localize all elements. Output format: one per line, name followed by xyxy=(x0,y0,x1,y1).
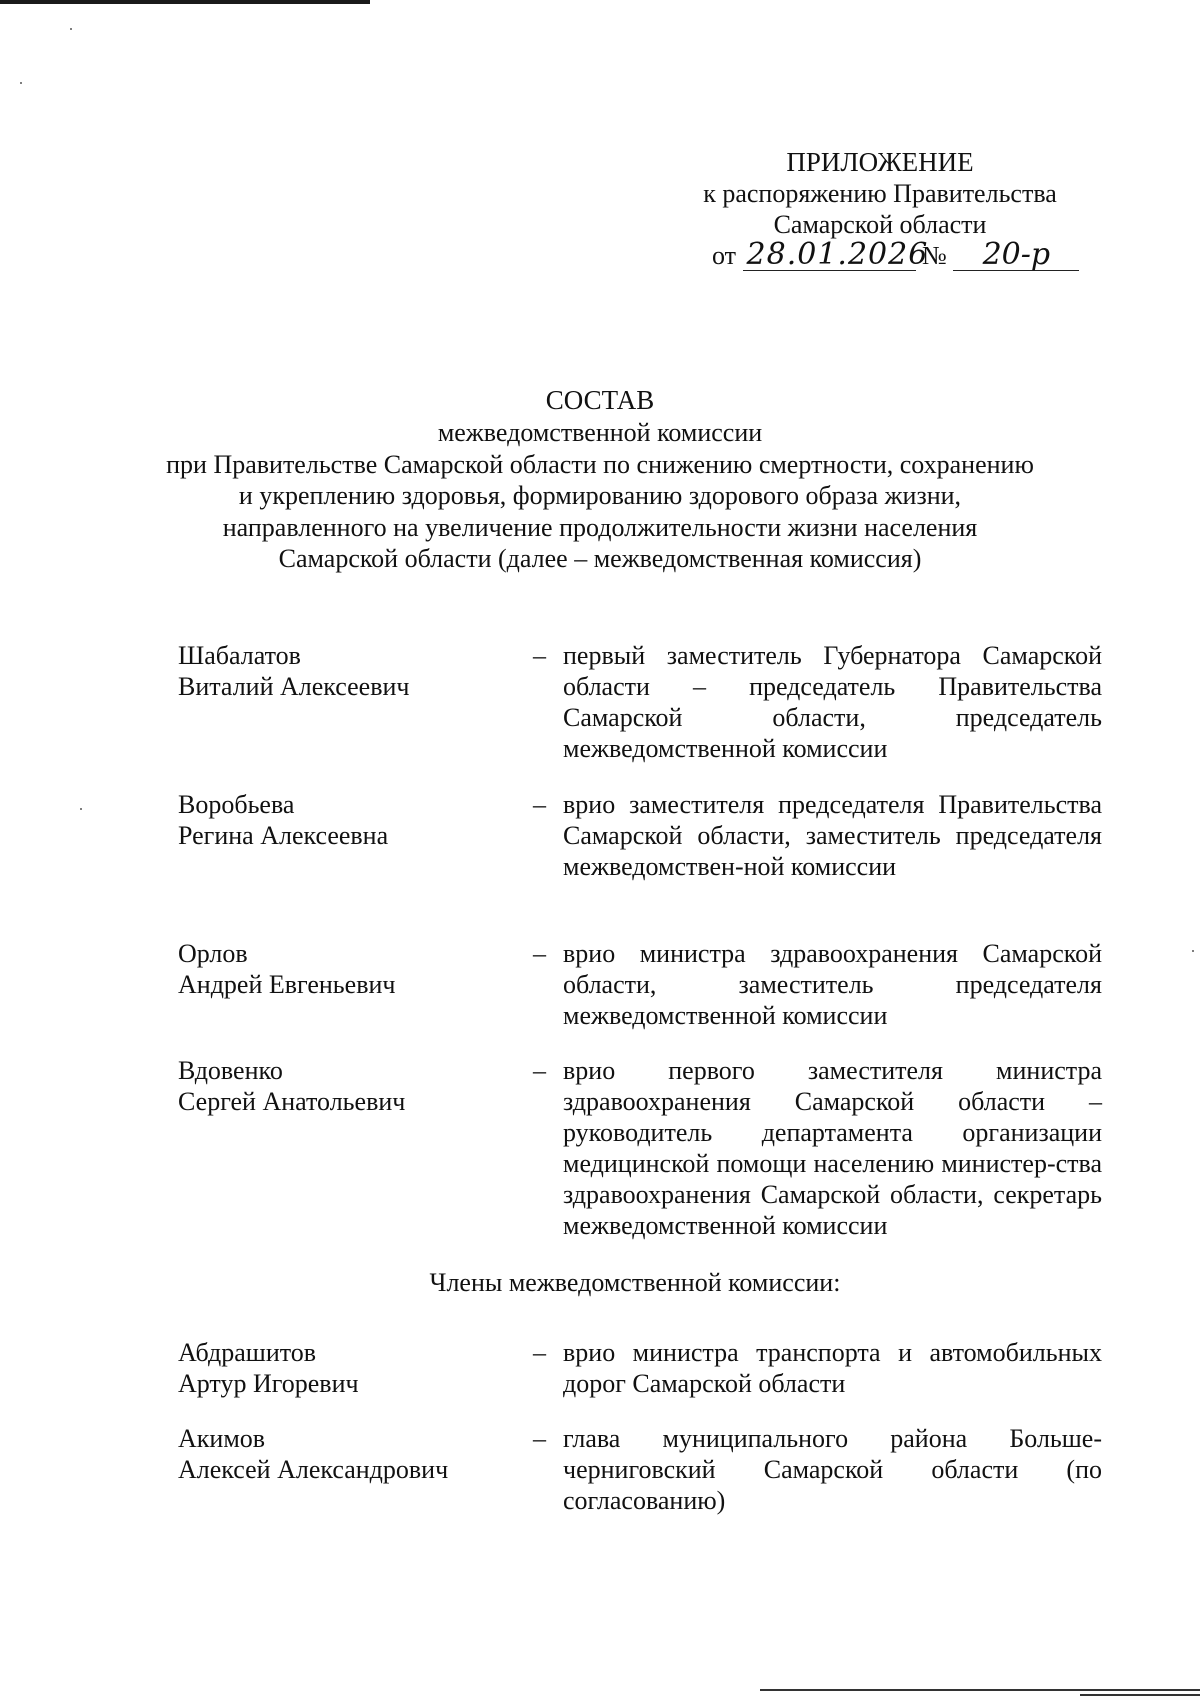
heading-line: Самарской области (далее – межведомственная комиссия) xyxy=(278,544,922,573)
member-row xyxy=(178,938,1102,1055)
member-row xyxy=(178,1423,1102,1516)
appendix-block xyxy=(650,147,1110,271)
appendix-line: к распоряжению Правительства xyxy=(703,179,1057,208)
member-name xyxy=(178,1055,533,1117)
document-heading xyxy=(140,383,1060,575)
member-role: врио министра здравоохранения Самарской области, заместитель председателя межведомственной комиссии xyxy=(563,939,1102,1030)
scan-edge-top xyxy=(0,0,370,4)
member-given-name: Сергей Анатольевич xyxy=(178,1087,406,1116)
member-role: врио первого заместителя министра здравоохранения Самарской области – руководитель департамента организации медицинской помощи населению министер-ства здравоохранения Самарской области, секретарь межведомственной комиссии xyxy=(563,1056,1102,1240)
handwritten-date: 28.01.2026 xyxy=(743,240,916,271)
scan-speck xyxy=(20,82,22,84)
dash: – xyxy=(533,1056,546,1085)
heading-line: при Правительстве Самарской области по снижению смертности, сохранению xyxy=(166,449,1034,479)
commission-composition xyxy=(178,640,1102,1516)
scan-edge-bottom xyxy=(1080,1694,1200,1696)
member-given-name: Виталий Алексеевич xyxy=(178,672,410,701)
member-surname: Шабалатов xyxy=(178,641,301,670)
member-given-name: Андрей Евгеньевич xyxy=(178,970,396,999)
dash: – xyxy=(533,790,546,819)
dash: – xyxy=(533,939,546,968)
scan-speck xyxy=(1192,950,1194,952)
member-surname: Воробьева xyxy=(178,790,295,819)
document-title: СОСТАВ xyxy=(545,385,655,415)
member-surname: Орлов xyxy=(178,939,248,968)
member-given-name: Алексей Александрович xyxy=(178,1455,449,1484)
members-subheading: Члены межведомственной комиссии: xyxy=(429,1268,841,1297)
dash: – xyxy=(533,1338,546,1367)
heading-line: направленного на увеличение продолжительности жизни населения xyxy=(222,512,978,542)
appendix-title: ПРИЛОЖЕНИЕ xyxy=(786,147,974,177)
member-name xyxy=(178,789,533,851)
member-surname: Акимов xyxy=(178,1424,266,1453)
member-name xyxy=(178,1337,533,1399)
dash: – xyxy=(533,641,546,670)
member-row xyxy=(178,789,1102,938)
member-given-name: Регина Алексеевна xyxy=(178,821,389,850)
member-surname: Абдрашитов xyxy=(178,1338,317,1367)
member-surname: Вдовенко xyxy=(178,1056,283,1085)
appendix-line: Самарской области xyxy=(773,210,987,239)
member-role: врио министра транспорта и автомобильных дорог Самарской области xyxy=(563,1338,1102,1398)
number-sign: № xyxy=(922,241,947,270)
member-row xyxy=(178,1055,1102,1267)
scan-speck xyxy=(70,28,72,30)
member-given-name: Артур Игоревич xyxy=(178,1369,359,1398)
member-name xyxy=(178,938,533,1000)
scan-edge-bottom xyxy=(760,1689,1200,1691)
date-prefix: от xyxy=(712,241,737,270)
member-row xyxy=(178,1337,1102,1423)
appendix-date-line xyxy=(650,237,1110,272)
member-role: первый заместитель Губернатора Самарской области – председатель Правительства Самарской области, председатель межведомственной комиссии xyxy=(563,641,1102,763)
member-role: врио заместителя председателя Правительства Самарской области, заместитель председателя межведомствен-ной комиссии xyxy=(563,790,1102,881)
dash: – xyxy=(533,1424,546,1453)
member-name xyxy=(178,1423,533,1485)
heading-line: межведомственной комиссии xyxy=(437,418,763,447)
heading-line: и укреплению здоровья, формированию здорового образа жизни, xyxy=(238,481,962,510)
scan-speck xyxy=(80,808,82,810)
member-role: глава муниципального района Больше-черниговский Самарской области (по согласованию) xyxy=(563,1424,1102,1515)
member-row xyxy=(178,640,1102,789)
member-name xyxy=(178,640,533,702)
handwritten-number: 20-р xyxy=(953,240,1079,271)
